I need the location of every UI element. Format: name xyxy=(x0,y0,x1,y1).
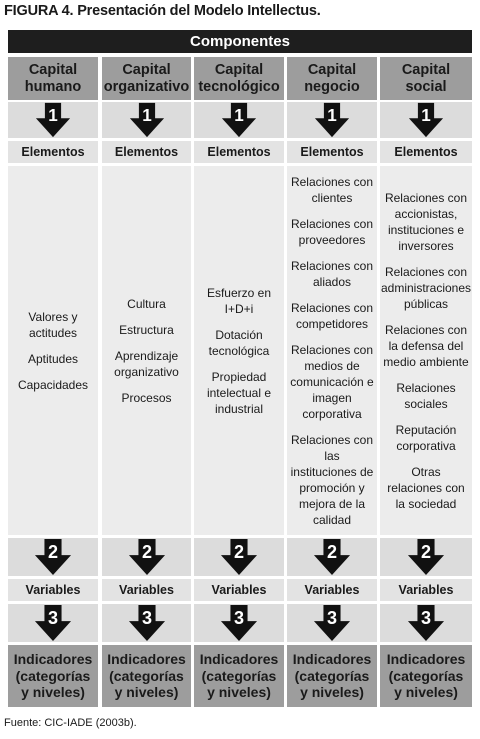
down-arrow-3-icon xyxy=(33,604,73,642)
elementos-label: Elementos xyxy=(8,141,98,163)
elemento-item: Relaciones con medios de comunicación e imagen corporativa xyxy=(290,342,374,421)
elemento-item: Relaciones con accionistas, instituciones e inversores xyxy=(384,190,468,253)
step-number: 2 xyxy=(233,541,245,562)
down-arrow-2-icon xyxy=(406,538,446,576)
capital-header xyxy=(8,57,98,100)
elemento-item: Relaciones con la defensa del medio ambiente xyxy=(383,322,469,369)
step-number: 3 xyxy=(326,607,338,628)
capital-name-line: Capital xyxy=(122,61,171,78)
step-arrow-cell xyxy=(194,102,284,138)
step-number: 3 xyxy=(141,607,152,628)
indicadores-line: y niveles) xyxy=(394,684,458,701)
down-arrow-1-icon xyxy=(33,102,73,138)
step-number: 1 xyxy=(234,105,244,125)
elementos-label: Elementos xyxy=(380,141,472,163)
variables-label: Variables xyxy=(102,579,191,601)
elemento-item: Relaciones con las instituciones de promoción y mejora de la calidad xyxy=(290,432,374,527)
elementos-list xyxy=(8,166,98,535)
capital-name-line: organizativo xyxy=(103,78,190,95)
down-arrow-2-icon xyxy=(33,538,73,576)
indicadores-line: (categorías xyxy=(15,667,91,684)
step-arrow-cell xyxy=(287,604,377,642)
indicadores-line: y niveles) xyxy=(300,684,364,701)
down-arrow-3-icon xyxy=(406,604,446,642)
elementos-label: Elementos xyxy=(102,141,191,163)
step-number: 2 xyxy=(326,541,338,562)
step-arrow-cell xyxy=(102,604,191,642)
indicadores-box xyxy=(380,645,472,707)
elemento-item: Relaciones sociales xyxy=(396,380,456,411)
down-arrow-2-icon xyxy=(127,538,167,576)
elemento-item: Capacidades xyxy=(17,377,89,392)
indicadores-box xyxy=(194,645,284,707)
variables-label: Variables xyxy=(380,579,472,601)
down-arrow-1-icon xyxy=(219,102,259,138)
step-number: 1 xyxy=(48,105,58,125)
step-arrow-cell xyxy=(102,538,191,576)
elemento-item: Estructura xyxy=(119,322,174,337)
elementos-label: Elementos xyxy=(194,141,284,163)
elemento-item: Esfuerzo en I+D+i xyxy=(206,285,272,316)
indicadores-line: Indicadores xyxy=(13,651,93,668)
capital-name-line: humano xyxy=(24,78,82,95)
elemento-item: Otras relaciones con la sociedad xyxy=(387,464,465,511)
elemento-item: Reputación corporativa xyxy=(395,422,457,453)
figure-title: FIGURA 4. Presentación del Modelo Intellectus. xyxy=(4,3,321,19)
step-number: 3 xyxy=(233,607,245,628)
variables-label: Variables xyxy=(8,579,98,601)
down-arrow-3-icon xyxy=(127,604,167,642)
down-arrow-2-icon xyxy=(312,538,352,576)
indicadores-line: (categorías xyxy=(201,667,277,684)
elemento-item: Relaciones con competidores xyxy=(290,300,374,331)
indicadores-line: Indicadores xyxy=(292,651,372,668)
step-arrow-cell xyxy=(380,604,472,642)
indicadores-line: Indicadores xyxy=(386,651,466,668)
step-arrow-cell xyxy=(8,102,98,138)
down-arrow-3-icon xyxy=(219,604,259,642)
elemento-item: Aprendizaje organizativo xyxy=(114,348,179,379)
figure-source: Fuente: CIC-IADE (2003b). xyxy=(4,717,137,729)
intellectus-model-diagram xyxy=(8,30,472,708)
capital-name-line: negocio xyxy=(304,78,360,95)
capital-name-line: Capital xyxy=(307,61,357,78)
variables-label: Variables xyxy=(287,579,377,601)
indicadores-line: Indicadores xyxy=(199,651,279,668)
indicadores-line: (categorías xyxy=(294,667,370,684)
components-header: Componentes xyxy=(8,30,472,53)
step-number: 3 xyxy=(47,607,59,628)
elemento-item: Aptitudes xyxy=(27,351,79,366)
elementos-list xyxy=(102,166,191,535)
down-arrow-3-icon xyxy=(312,604,352,642)
elemento-item: Relaciones con proveedores xyxy=(290,216,374,247)
capital-header xyxy=(287,57,377,100)
indicadores-box xyxy=(287,645,377,707)
indicadores-box xyxy=(8,645,98,707)
elemento-item: Relaciones con administraciones públicas xyxy=(380,264,472,311)
step-number: 2 xyxy=(420,541,432,562)
capital-name-line: Capital xyxy=(214,61,264,78)
elemento-item: Cultura xyxy=(127,296,166,311)
elemento-item: Procesos xyxy=(121,390,172,405)
elemento-item: Dotación tecnológica xyxy=(208,327,270,358)
capital-name-line: Capital xyxy=(28,61,78,78)
capital-header xyxy=(380,57,472,100)
down-arrow-2-icon xyxy=(219,538,259,576)
variables-label: Variables xyxy=(194,579,284,601)
step-number: 1 xyxy=(327,105,337,125)
capital-name-line: Capital xyxy=(401,61,451,78)
capital-header xyxy=(194,57,284,100)
capital-name-line: social xyxy=(405,78,447,95)
indicadores-line: y niveles) xyxy=(114,684,179,701)
indicadores-line: (categorías xyxy=(388,667,464,684)
step-arrow-cell xyxy=(194,604,284,642)
step-number: 3 xyxy=(420,607,432,628)
elementos-list xyxy=(287,166,377,535)
step-arrow-cell xyxy=(287,102,377,138)
step-number: 1 xyxy=(421,105,431,125)
down-arrow-1-icon xyxy=(406,102,446,138)
down-arrow-1-icon xyxy=(312,102,352,138)
step-number: 2 xyxy=(141,541,152,562)
step-arrow-cell xyxy=(8,604,98,642)
step-arrow-cell xyxy=(102,102,191,138)
elemento-item: Relaciones con clientes xyxy=(290,174,374,205)
step-arrow-cell xyxy=(8,538,98,576)
step-arrow-cell xyxy=(380,538,472,576)
step-number: 1 xyxy=(141,105,152,125)
capital-name-line: tecnológico xyxy=(198,78,280,95)
down-arrow-1-icon xyxy=(127,102,167,138)
capital-header xyxy=(102,57,191,100)
elementos-list xyxy=(194,166,284,535)
step-arrow-cell xyxy=(194,538,284,576)
indicadores-box xyxy=(102,645,191,707)
step-number: 2 xyxy=(47,541,59,562)
indicadores-line: y niveles) xyxy=(21,684,85,701)
indicadores-line: Indicadores xyxy=(107,651,186,668)
elemento-item: Valores y actitudes xyxy=(28,309,78,340)
elemento-item: Propiedad intelectual e industrial xyxy=(206,369,272,416)
elemento-item: Relaciones con aliados xyxy=(290,258,374,289)
step-arrow-cell xyxy=(287,538,377,576)
indicadores-line: (categorías xyxy=(109,667,184,684)
indicadores-line: y niveles) xyxy=(207,684,271,701)
elementos-label: Elementos xyxy=(287,141,377,163)
elementos-list xyxy=(380,166,472,535)
step-arrow-cell xyxy=(380,102,472,138)
